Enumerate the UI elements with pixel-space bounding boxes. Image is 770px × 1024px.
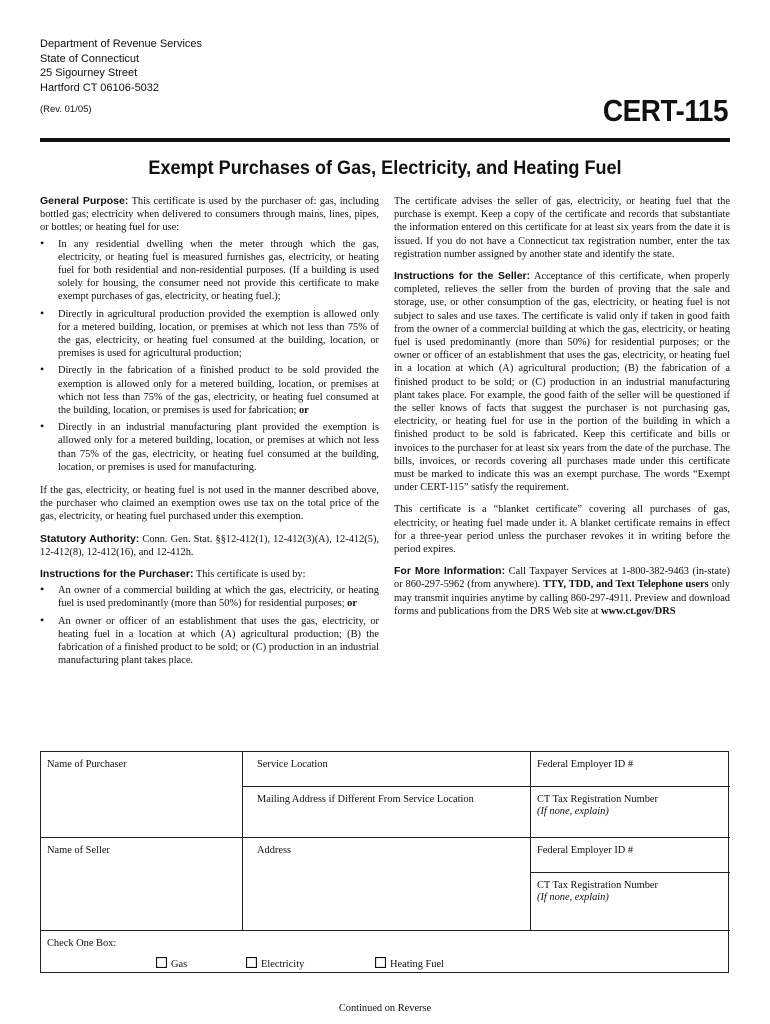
field-label: Service Location [257, 759, 328, 770]
heating-fuel-checkbox[interactable] [375, 957, 386, 968]
more-info-text-2: only may transmit inquiries anytime by calling 860-297-4911. Preview and download forms and publications from the DRS Web site at [394, 579, 730, 617]
option-label: Gas [171, 959, 188, 970]
list-item-text: In any residential dwelling when the meter through which the gas, electricity, or heating fuel is measured furnishes gas, electricity, or heating fuel for both residential and non-residential purposes. (If a building is used solely for housing, the consumer need not provide this certificate to make exempt purchases of gas, electricity, or heating fuel.); [58, 238, 379, 303]
purchaser-federal-id-field[interactable] [531, 752, 730, 786]
list-item-text: Directly in agricultural production provided the exemption is allowed only for a metered building, location, or premises at which not less than 75% of the gas, electricity, or heating fuel consumed at the building, location, or premises is used for agricultural production; [58, 308, 379, 360]
list-item [40, 615, 379, 668]
option-label: Electricity [261, 959, 305, 970]
tty-text: TTY, TDD, and Text Telephone users [543, 579, 709, 591]
seller-name-field[interactable] [41, 838, 242, 930]
seller-heading: Instructions for the Seller: [394, 270, 531, 283]
field-label: Name of Seller [47, 845, 110, 856]
purchaser-list [40, 584, 379, 667]
list-item-text: An owner or officer of an establishment that uses the gas, electricity, or heating fuel in a location at which (A) agricultural production; (B) the fabrication of a finished product to be sold; or (C) production in an industrial manufacturing plant takes place. [58, 615, 379, 667]
use-tax-paragraph: If the gas, electricity, or heating fuel is not used in the manner described above, the purchaser who claimed an exemption owes use tax on the total price of the gas, electricity, or heating fuel purchased under this exemption. [40, 485, 379, 523]
field-label: Federal Employer ID # [537, 759, 634, 770]
electricity-option[interactable] [246, 957, 304, 970]
option-label: Heating Fuel [390, 959, 444, 970]
right-column [394, 195, 730, 618]
list-item-text: Directly in the fabrication of a finished product to be sold provided the exemption is allowed only for a metered building, location, or premises at which not less than 75% of the gas, electricity, or heating fuel consumed at the building, location, or premises is used for fabrication; [58, 365, 379, 417]
electricity-checkbox[interactable] [246, 957, 257, 968]
mailing-address-field[interactable] [251, 787, 530, 837]
list-item [40, 308, 379, 361]
more-info-text: Call Taxpayer Services at 1-800-382-9463 (in-state) or 860-297-5962 (from anywhere). [394, 566, 731, 591]
form-number: CERT-115 [602, 93, 728, 128]
seller-ct-tax-field[interactable] [531, 873, 730, 930]
list-item [40, 584, 379, 610]
statutory-heading: Statutory Authority: [40, 532, 140, 545]
heating-fuel-option[interactable] [375, 957, 444, 970]
gas-checkbox[interactable] [156, 957, 167, 968]
statutory-paragraph [40, 533, 379, 559]
more-info-paragraph [394, 565, 730, 618]
left-column [40, 195, 379, 672]
page-title: Exempt Purchases of Gas, Electricity, and Heating Fuel [148, 158, 622, 179]
revision-date: (Rev. 01/05) [40, 104, 92, 115]
check-one-label: Check One Box: [47, 938, 117, 949]
address-line: Department of Revenue Services [40, 38, 203, 50]
general-purpose-text: This certificate is used by the purchaser of: gas, including bottled gas; electricity when delivered to consumers through mains, lines, pipes, or bottles; or heating fuel for use: [40, 196, 380, 234]
address-line: 25 Sigourney Street [40, 67, 138, 79]
seller-text: Acceptance of this certificate, when properly completed, relieves the seller from the burden of proving that the sale and storage, use, or other consumption of the gas, electricity, or heating fuel is not subject to sales and use taxes. The certificate is valid only if taken in good faith from the owner of a commercial building at which the gas, electricity, or heating fuel is used predominantly (more than 50%) for residential purposes; or the owner or officer of an establishment that uses the gas, electricity, or heating fuel in a location at which (A) agricultural production; (B) the fabrication of a finished product to be sold; or (C) production in an industrial manufacturing plant takes place. For example, the good faith of the seller will be questioned if the seller knows of facts that suggest the purchaser is not purchasing gas, electricity, or heating fuel for use in the portion of the building in which a finished product to be sold is fabricated. Keep this certificate and bills or invoices to the purchaser for at least six years from the date of the purchase. The bills, invoices, or records covering all purchases made under this certificate must be marked to indicate this was an exempt purchase. The words “Exempt under CERT-115” satisfy the requirement. [394, 271, 731, 494]
agency-address [40, 37, 202, 95]
list-item-suffix: or [298, 405, 309, 417]
more-info-heading: For More Information: [394, 565, 506, 578]
list-item [40, 364, 379, 417]
gas-option[interactable] [156, 957, 187, 970]
advises-paragraph: The certificate advises the seller of gas, electricity, or heating fuel that the purchase is exempt. Keep a copy of the certificate and records that substantiate the information entered on this certificate for at least six years from the date it is issued. If you do not have a Connecticut tax registration number, enter the tax registration number assigned by another state and identify the state. [394, 196, 730, 260]
purchaser-ct-tax-field[interactable] [531, 787, 730, 837]
use-list [40, 238, 379, 474]
seller-address-field[interactable] [251, 838, 530, 930]
certificate-form [40, 751, 729, 973]
purchaser-paragraph [40, 568, 379, 581]
list-item [40, 238, 379, 304]
drs-website-link[interactable]: www.ct.gov/DRS [601, 605, 676, 617]
list-item-text: Directly in an industrial manufacturing plant provided the exemption is allowed only for a metered building, location, or premises at which not less than 75% of the gas, electricity, or heating fuel consumed at the building, location, or premises is used for manufacturing. [58, 422, 379, 473]
address-line: State of Connecticut [40, 52, 140, 65]
continued-note: Continued on Reverse [338, 1003, 432, 1014]
purchaser-text: This certificate is used by: [193, 569, 306, 581]
field-hint: (If none, explain) [537, 806, 609, 817]
seller-paragraph [394, 270, 730, 494]
blanket-paragraph: This certificate is a “blanket certificate” covering all purchases of gas, electricity, or heating fuel made under it. A blanket certificate remains in effect for a three-year period unless the purchaser revokes it in writing before the period expires. [394, 504, 730, 556]
address-line: Hartford CT 06106-5032 [40, 81, 160, 94]
field-label: CT Tax Registration Number [537, 794, 658, 805]
divider [242, 752, 243, 930]
field-hint: (If none, explain) [537, 892, 609, 903]
general-purpose-paragraph [40, 195, 379, 235]
list-item-text: An owner of a commercial building at which the gas, electricity, or heating fuel is used predominantly (more than 50%) for residential purposes; [58, 585, 379, 610]
header-divider [40, 138, 730, 142]
list-item-suffix: or [347, 598, 357, 610]
field-label: Name of Purchaser [47, 759, 127, 770]
general-purpose-heading: General Purpose: [40, 195, 129, 207]
seller-federal-id-field[interactable] [531, 838, 730, 872]
purchaser-heading: Instructions for the Purchaser: [40, 568, 194, 581]
field-label: Address [257, 845, 292, 856]
service-location-field[interactable] [251, 752, 530, 786]
list-item [40, 421, 379, 474]
field-label: Mailing Address if Different From Service Location [257, 794, 474, 805]
field-label: Federal Employer ID # [537, 845, 634, 856]
statutory-text: Conn. Gen. Stat. §§12-412(1), 12-412(3)(A), 12-412(5), 12-412(8), 12-412(16), and 12-412h. [40, 533, 379, 558]
purchaser-name-field[interactable] [41, 752, 242, 837]
field-label: CT Tax Registration Number [537, 880, 658, 891]
